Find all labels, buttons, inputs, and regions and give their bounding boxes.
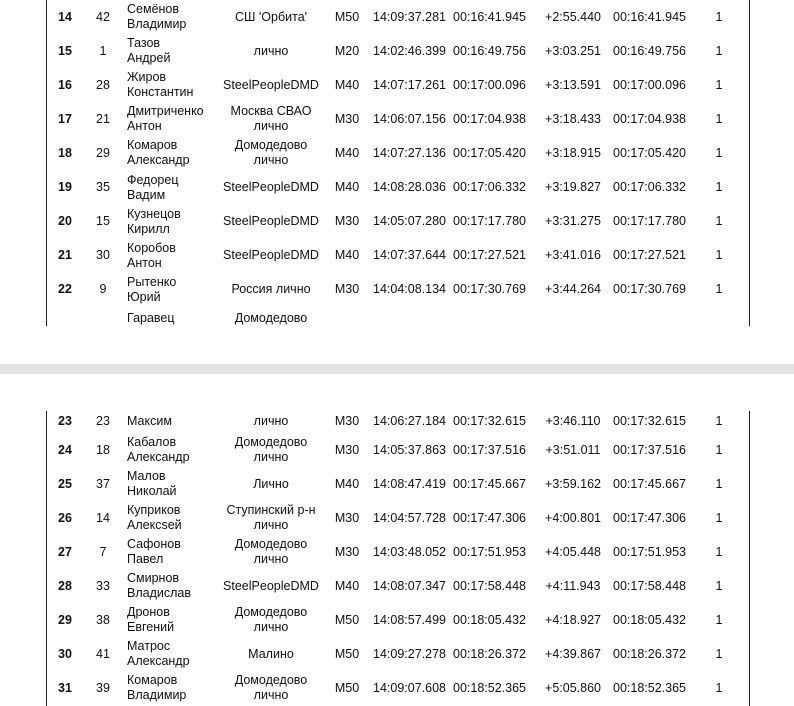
time-behind-cell: +4:11.943 — [545, 578, 601, 593]
club-cell: Ступинский р-н лично — [226, 503, 316, 532]
athlete-name-cell: Комаров Александр — [127, 138, 190, 168]
age-group-cell: М50 — [334, 646, 360, 661]
athlete-name-cell: Смирнов Владислав — [127, 571, 191, 600]
club-cell: Москва СВАО лично — [230, 104, 312, 134]
finish-time-cell: 00:17:27.521 — [453, 248, 526, 263]
laps-cell: 1 — [715, 248, 723, 263]
laps-cell: 1 — [715, 578, 723, 593]
total-time-cell: 00:17:58.448 — [613, 578, 686, 593]
result-row — [47, 171, 749, 205]
laps-cell: 1 — [715, 680, 723, 695]
finish-time-cell: 00:17:37.516 — [453, 442, 526, 457]
start-time-cell: 14:07:37.644 — [373, 248, 446, 263]
club-cell: лично — [253, 413, 289, 428]
club-cell: Лично — [253, 476, 289, 491]
result-row — [47, 467, 749, 501]
bib-number-cell: 21 — [96, 111, 110, 126]
age-group-cell: М30 — [334, 442, 360, 457]
place-cell: 28 — [58, 578, 72, 593]
result-row — [47, 205, 749, 239]
start-time-cell: 14:05:07.280 — [373, 214, 446, 229]
total-time-cell: 00:16:49.756 — [613, 43, 686, 58]
age-group-cell: М30 — [334, 111, 360, 126]
result-row — [47, 34, 749, 68]
club-cell: Домодедово лично — [234, 537, 308, 566]
bib-number-cell: 33 — [96, 578, 110, 593]
total-time-cell: 00:17:17.780 — [613, 214, 686, 229]
time-behind-cell: +3:51.011 — [545, 442, 601, 457]
start-time-cell: 14:03:48.052 — [373, 544, 446, 559]
result-row — [47, 102, 749, 136]
place-cell: 29 — [58, 612, 72, 627]
result-row — [47, 637, 749, 671]
total-time-cell: 00:18:26.372 — [613, 646, 686, 661]
bib-number-cell: 14 — [96, 510, 110, 525]
laps-cell: 1 — [715, 510, 723, 525]
athlete-name-cell: Дмитриченко Антон — [127, 104, 204, 134]
age-group-cell: М30 — [334, 510, 360, 525]
start-time-cell: 14:08:07.347 — [373, 578, 446, 593]
finish-time-cell: 00:17:17.780 — [453, 214, 526, 229]
result-row — [47, 569, 749, 603]
bib-number-cell: 42 — [96, 9, 110, 24]
age-group-cell: М50 — [334, 9, 360, 24]
place-cell: 22 — [58, 282, 72, 297]
age-group-cell: М30 — [334, 214, 360, 229]
finish-time-cell: 00:17:32.615 — [453, 413, 526, 428]
result-row — [47, 433, 749, 467]
laps-cell: 1 — [715, 43, 723, 58]
club-cell: SteelPeopleDMD — [223, 578, 319, 593]
club-cell: Домодедово лично — [234, 605, 308, 634]
athlete-name-cell: Матрос Александр — [127, 639, 190, 668]
athlete-name-cell: Коробов Антон — [127, 240, 176, 270]
finish-time-cell: 00:16:49.756 — [453, 43, 526, 58]
time-behind-cell: +4:18.927 — [545, 612, 601, 627]
age-group-cell: М30 — [334, 544, 360, 559]
result-row — [47, 411, 749, 431]
result-row — [47, 603, 749, 637]
time-behind-cell: +4:39.867 — [545, 646, 601, 661]
athlete-name-cell: Максим — [127, 413, 172, 428]
result-row — [47, 501, 749, 535]
bib-number-cell: 37 — [96, 476, 110, 491]
place-cell: 19 — [58, 180, 72, 194]
bib-number-cell: 1 — [99, 43, 107, 58]
total-time-cell: 00:17:30.769 — [613, 282, 686, 297]
place-cell: 18 — [58, 145, 72, 160]
laps-cell: 1 — [715, 9, 723, 24]
bib-number-cell: 23 — [96, 413, 110, 428]
athlete-name-cell: Жиров Константин — [127, 70, 194, 100]
start-time-cell: 14:08:57.499 — [373, 612, 446, 627]
bib-number-cell: 28 — [96, 77, 110, 92]
age-group-cell: М30 — [334, 282, 360, 297]
total-time-cell: 00:18:05.432 — [613, 612, 686, 627]
athlete-name-cell: Рытенко Юрий — [127, 274, 177, 304]
laps-cell: 1 — [715, 476, 723, 491]
time-behind-cell: +3:18.915 — [545, 145, 601, 160]
place-cell: 25 — [58, 476, 72, 491]
finish-time-cell: 00:17:47.306 — [453, 510, 526, 525]
bib-number-cell: 41 — [96, 646, 110, 661]
age-group-cell: М40 — [334, 476, 360, 491]
start-time-cell: 14:04:57.728 — [373, 510, 446, 525]
page-separator — [0, 364, 794, 374]
bib-number-cell: 38 — [96, 612, 110, 627]
time-behind-cell: +3:13.591 — [545, 77, 601, 92]
laps-cell: 1 — [715, 646, 723, 661]
total-time-cell: 00:17:32.615 — [613, 413, 686, 428]
laps-cell: 1 — [715, 282, 723, 297]
total-time-cell: 00:17:06.332 — [613, 180, 686, 194]
start-time-cell: 14:02:46.399 — [373, 43, 446, 58]
club-cell: СШ 'Орбита' — [234, 9, 308, 24]
bib-number-cell: 30 — [96, 248, 110, 263]
laps-cell: 1 — [715, 145, 723, 160]
place-cell: 20 — [58, 214, 72, 229]
time-behind-cell: +3:46.110 — [545, 413, 601, 428]
finish-time-cell: 00:17:45.667 — [453, 476, 526, 491]
place-cell: 16 — [58, 77, 72, 92]
athlete-name-cell: Кабалов Александр — [127, 435, 190, 464]
athlete-name-cell: Семёнов Владимир — [127, 2, 187, 31]
finish-time-cell: 00:17:51.953 — [453, 544, 526, 559]
age-group-cell: М20 — [334, 43, 360, 58]
athlete-name-cell: Сафонов Павел — [127, 537, 181, 566]
athlete-name-cell: Комаров Владимир — [127, 673, 187, 702]
place-cell: 24 — [58, 442, 72, 457]
time-behind-cell: +3:31.275 — [545, 214, 601, 229]
total-time-cell: 00:17:27.521 — [613, 248, 686, 263]
finish-time-cell: 00:17:00.096 — [453, 77, 526, 92]
results-page-2 — [46, 411, 750, 706]
place-cell: 26 — [58, 510, 72, 525]
finish-time-cell: 00:17:04.938 — [453, 111, 526, 126]
total-time-cell: 00:17:45.667 — [613, 476, 686, 491]
laps-cell: 1 — [715, 214, 723, 229]
place-cell: 30 — [58, 646, 72, 661]
age-group-cell: М50 — [334, 612, 360, 627]
results-page-1 — [46, 0, 750, 326]
bib-number-cell: 35 — [96, 180, 110, 194]
place-cell: 21 — [58, 248, 72, 263]
finish-time-cell: 00:17:58.448 — [453, 578, 526, 593]
start-time-cell: 14:06:07.156 — [373, 111, 446, 126]
bib-number-cell: 15 — [96, 214, 110, 229]
finish-time-cell: 00:18:26.372 — [453, 646, 526, 661]
time-behind-cell: +2:55.440 — [545, 9, 601, 24]
time-behind-cell: +3:44.264 — [545, 282, 601, 297]
start-time-cell: 14:08:47.419 — [373, 476, 446, 491]
result-row — [47, 671, 749, 705]
club-cell: Домодедово — [234, 310, 308, 325]
time-behind-cell: +3:59.162 — [545, 476, 601, 491]
result-row — [47, 0, 749, 34]
athlete-name-cell: Федорец Вадим — [127, 172, 179, 202]
result-row — [47, 239, 749, 273]
athlete-name-cell: Гаравец — [127, 310, 175, 325]
time-behind-cell: +5:05.860 — [545, 680, 601, 695]
time-behind-cell: +3:18.433 — [545, 111, 601, 126]
laps-cell: 1 — [715, 413, 723, 428]
place-cell: 17 — [58, 111, 72, 126]
start-time-cell: 14:09:37.281 — [373, 9, 446, 24]
age-group-cell: М50 — [334, 680, 360, 695]
start-time-cell: 14:07:27.136 — [373, 145, 446, 160]
start-time-cell: 14:07:17.261 — [373, 77, 446, 92]
club-cell: Малино — [248, 646, 294, 661]
club-cell: Россия лично — [231, 282, 311, 297]
club-cell: лично — [253, 43, 289, 58]
start-time-cell: 14:08:28.036 — [373, 180, 446, 194]
time-behind-cell: +4:05.448 — [545, 544, 601, 559]
athlete-name-cell: Тазов Андрей — [127, 36, 171, 66]
start-time-cell: 14:04:08.134 — [373, 282, 446, 297]
club-cell: SteelPeopleDMD — [223, 248, 319, 263]
club-cell: Домодедово лично — [234, 673, 308, 702]
start-time-cell: 14:05:37.863 — [373, 442, 446, 457]
club-cell: Домодедово лично — [234, 138, 308, 168]
bib-number-cell: 9 — [99, 282, 107, 297]
bib-number-cell: 39 — [96, 680, 110, 695]
total-time-cell: 00:17:00.096 — [613, 77, 686, 92]
club-cell: SteelPeopleDMD — [223, 180, 319, 194]
total-time-cell: 00:18:52.365 — [613, 680, 686, 695]
place-cell: 23 — [58, 413, 72, 428]
age-group-cell: М30 — [334, 413, 360, 428]
total-time-cell: 00:17:47.306 — [613, 510, 686, 525]
laps-cell: 1 — [715, 111, 723, 126]
total-time-cell: 00:17:37.516 — [613, 442, 686, 457]
bib-number-cell: 18 — [96, 442, 110, 457]
age-group-cell: М40 — [334, 145, 360, 160]
result-row — [47, 310, 749, 326]
laps-cell: 1 — [715, 544, 723, 559]
time-behind-cell: +3:41.016 — [545, 248, 601, 263]
place-cell: 14 — [58, 9, 72, 24]
time-behind-cell: +4:00.801 — [545, 510, 601, 525]
age-group-cell: М40 — [334, 180, 360, 194]
result-row — [47, 535, 749, 569]
athlete-name-cell: Малов Николай — [127, 469, 177, 498]
start-time-cell: 14:09:27.278 — [373, 646, 446, 661]
laps-cell: 1 — [715, 442, 723, 457]
time-behind-cell: +3:03.251 — [545, 43, 601, 58]
total-time-cell: 00:17:51.953 — [613, 544, 686, 559]
start-time-cell: 14:09:07.608 — [373, 680, 446, 695]
athlete-name-cell: Кузнецов Кирилл — [127, 206, 181, 236]
finish-time-cell: 00:17:06.332 — [453, 180, 526, 194]
laps-cell: 1 — [715, 612, 723, 627]
place-cell: 31 — [58, 680, 72, 695]
finish-time-cell: 00:18:52.365 — [453, 680, 526, 695]
athlete-name-cell: Куприков Алексsей — [127, 503, 182, 532]
total-time-cell: 00:16:41.945 — [613, 9, 686, 24]
result-row — [47, 273, 749, 307]
total-time-cell: 00:17:04.938 — [613, 111, 686, 126]
age-group-cell: М40 — [334, 77, 360, 92]
total-time-cell: 00:17:05.420 — [613, 145, 686, 160]
club-cell: SteelPeopleDMD — [223, 77, 319, 92]
time-behind-cell: +3:19.827 — [545, 180, 601, 194]
bib-number-cell: 29 — [96, 145, 110, 160]
age-group-cell: М40 — [334, 578, 360, 593]
age-group-cell: М40 — [334, 248, 360, 263]
club-cell: SteelPeopleDMD — [223, 214, 319, 229]
athlete-name-cell: Дронов Евгений — [127, 605, 175, 634]
bib-number-cell: 7 — [99, 544, 107, 559]
club-cell: Домодедово лично — [234, 435, 308, 464]
finish-time-cell: 00:18:05.432 — [453, 612, 526, 627]
place-cell: 27 — [58, 544, 72, 559]
place-cell: 15 — [58, 43, 72, 58]
start-time-cell: 14:06:27.184 — [373, 413, 446, 428]
laps-cell: 1 — [715, 180, 723, 194]
finish-time-cell: 00:17:30.769 — [453, 282, 526, 297]
laps-cell: 1 — [715, 77, 723, 92]
result-row — [47, 68, 749, 102]
finish-time-cell: 00:16:41.945 — [453, 9, 526, 24]
finish-time-cell: 00:17:05.420 — [453, 145, 526, 160]
result-row — [47, 136, 749, 170]
